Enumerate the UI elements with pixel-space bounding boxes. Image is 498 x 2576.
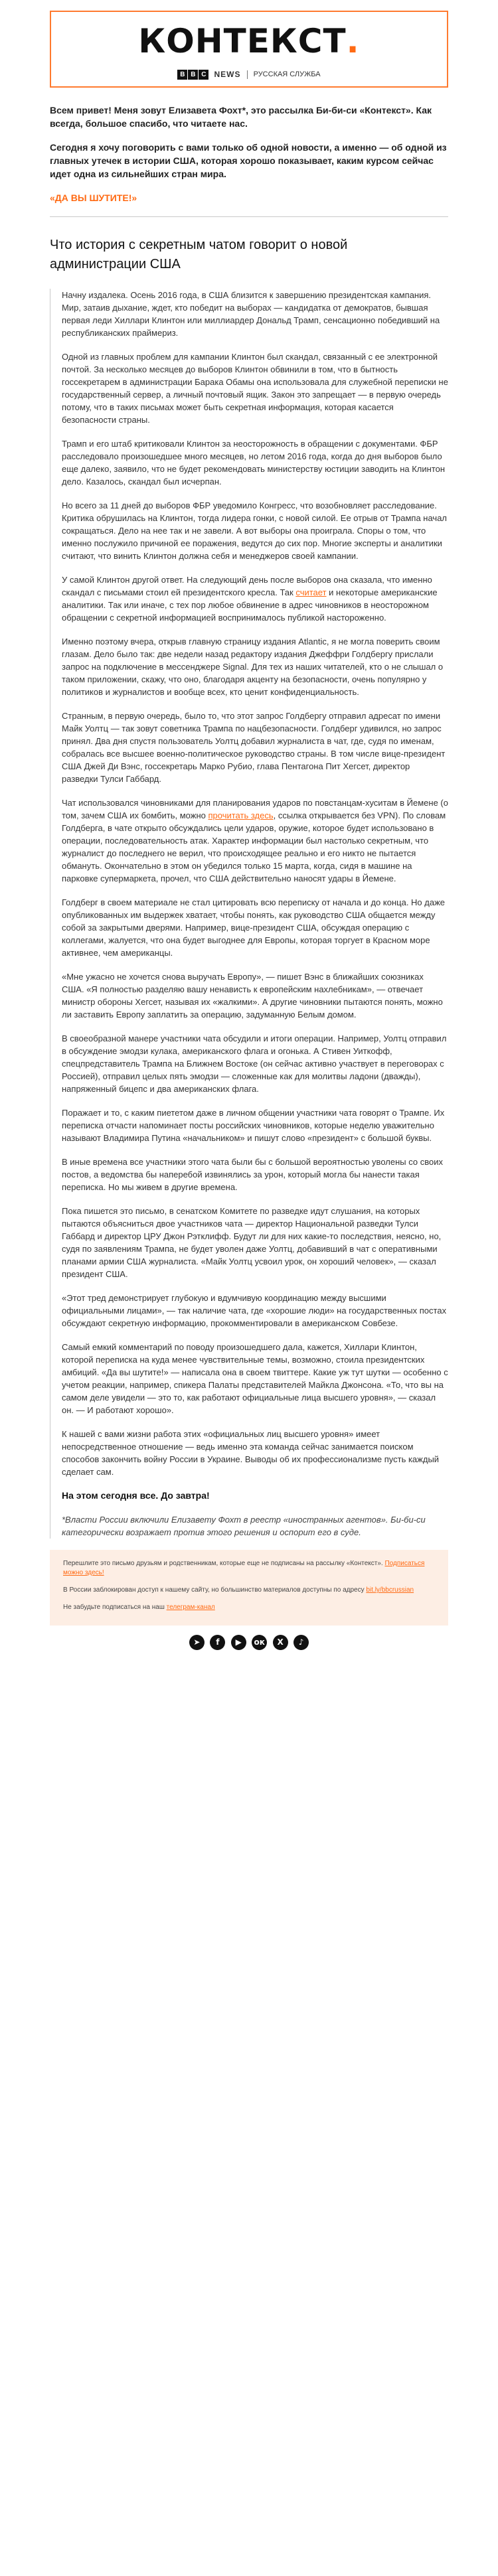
odnoklassniki-icon[interactable]: ок bbox=[252, 1635, 267, 1650]
telegram-note bbox=[63, 1603, 435, 1612]
bbc-letter: B bbox=[188, 70, 198, 80]
mirror-site-link[interactable]: bit.ly/bbcrussian bbox=[366, 1586, 414, 1594]
forward-note bbox=[63, 1559, 435, 1578]
foreign-agent-note: *Власти России включили Елизавету Фохт в реестр «иностранных агентов». Би-би-си категорически возражает против этого решения и оспорит его в суде. bbox=[62, 1515, 426, 1537]
brand-divider bbox=[247, 70, 248, 79]
article-paragraph: У самой Клинтон другой ответ. На следующий день после выборов она сказала, что именно скандал с письмами стоил ей президентского кресла. Так считает и некоторые американские аналитики. Так или иначе, с тех пор любое обвинение в адрес чиновников в неосторожном обращении с секретной информацией воспринималось публикой настороженно. bbox=[62, 575, 438, 623]
greeting-text: Всем привет! Меня зовут Елизавета Фохт*, это рассылка Би-би-си «Контекст». Как всегда, большое спасибо, что читаете нас. bbox=[50, 105, 432, 129]
social-links bbox=[50, 1626, 448, 1663]
youtube-icon[interactable]: ▶ bbox=[231, 1635, 246, 1650]
article-paragraph: «Этот тред демонстрирует глубокую и вдумчивую координацию между высшими официальными лицами», — так наличие чата, где «хорошие люди» на государственных постах обсуждают секретную информацию, прокомментировали в американском Совбезе. bbox=[62, 1293, 447, 1328]
article-paragraph: Трамп и его штаб критиковали Клинтон за неосторожность в обращении с документами. ФБР расследовало произошедшее много месяцев, но летом 2016 года, когда до дня выборов было еще далеко, заявило, что не будет рекомендовать министерству юстиции заводить на Клинтон дело. Казалось, скандал был исчерпан. bbox=[62, 439, 446, 487]
footer-info-box bbox=[50, 1550, 448, 1626]
article-body bbox=[50, 289, 448, 1539]
telegram-text: Не забудьте подписаться на наш bbox=[63, 1604, 165, 1611]
logo-text: КОНТЕКСТ bbox=[138, 22, 347, 60]
article-paragraph: В своеобразной манере участники чата обсудили и итоги операции. Например, Уолтц отправил в обсуждение эмодзи кулака, американского флага и огонька. А Стивен Уиткофф, спецпредставитель Трампа на Ближнем Востоке (он сейчас активно участвует в переговорах с Россией), отправил целых пять эмодзи — сложенные как для молитвы ладони (дважды), напряженный бицепс и два американских флага. bbox=[62, 1033, 447, 1094]
article-paragraph: Странным, в первую очередь, было то, что этот запрос Голдбергу отправил адресат по имени Майк Уолтц — так зовут советника Трампа по нацбезопасности. Голдберг удивился, но запрос принял. Два дня спустя пользователь Уолтц добавил журналиста в чат, где, судя по именам, собралась все высшее военно-политическое руководство страны. В том числе вице-президент США Джей Ди Вэнс, госсекретарь Марко Рубио, глава Пентагона Пит Хегсет, директор разведки Тулси Габбард. bbox=[62, 711, 446, 784]
article-paragraph: «Мне ужасно не хочется снова выручать Европу», — пишет Вэнс в ближайших союзниках США. «Я полностью разделяю вашу ненависть к европейским нахлебникам», — отвечает министр обороны Хегсет, называя их «жалкими». А другие чиновники пытаются понять, можно ли заставить Европу заплатить за операцию, задуманную Белым домом. bbox=[62, 972, 443, 1020]
article-paragraph: К нашей с вами жизни работа этих «официальных лиц высшего уровня» имеет непосредственное отношение — ведь именно эта команда сейчас занимается поиском способов закончить войну России в Украине. Выводы об их профессионализме пусть каждый сделает сам. bbox=[62, 1429, 440, 1477]
bbc-letter: B bbox=[177, 70, 187, 80]
article-title: Что история с секретным чатом говорит о новой администрации США bbox=[50, 238, 348, 271]
article-paragraph: Чат использовался чиновниками для планирования ударов по повстанцам-хуситам в Йемене (о том, зачем США их бомбить, можно прочитать здесь, ссылка открывается без VPN). По словам Голдберга, в чате открыто обсуждались цели ударов, оружие, которое будет использовано в операции, последовательность атак. Характер информации был настолько секретным, что журналист до последнего не верил, что происходящее реально и его никто не пытается обмануть. Окончательно в этом он убедился только 15 марта, когда, сидя в машине на парковке супермаркета, прочел, что США действительно наносят удары в Йемене. bbox=[62, 798, 448, 883]
bbc-brandline bbox=[51, 69, 447, 80]
subscribe-link[interactable]: Подписаться можно здесь! bbox=[63, 1560, 425, 1576]
logo-dot: . bbox=[346, 22, 360, 60]
article-paragraph: Поражает и то, с каким пиететом даже в личном общении участники чата говорят о Трампе. Их переписка отчасти напоминает посты российских чиновников, которые неделю уважительно называют Владимира Путина «начальником» и пишут слово «президент» с большой буквы. bbox=[62, 1108, 445, 1143]
forward-text: Перешлите это письмо друзьям и родственникам, которые еще не подписаны на рассылку «Контекст». bbox=[63, 1560, 383, 1567]
article-paragraph: Самый емкий комментарий по поводу произошедшего дала, кажется, Хиллари Клинтон, которой переписка на куда менее чувствительные темы, возможно, стоила президентских амбиций. «Да вы шутите!» — написала она в своем твиттере. Какие уж тут шутки — особенно с учетом реакции, например, спикера Палаты представителей Майкла Джонсона. «То, что вы на самом деле увидели — это то, как работают официальные лица высшего уровня», — сказал он. — И работают хорошо». bbox=[62, 1342, 448, 1415]
x-icon[interactable]: X bbox=[273, 1635, 288, 1650]
section-tag: «ДА ВЫ ШУТИТЕ!» bbox=[50, 192, 137, 203]
tiktok-icon[interactable]: ♪ bbox=[293, 1635, 309, 1650]
bbc-news-label: NEWS bbox=[214, 70, 241, 80]
article-paragraph: Голдберг в своем материале не стал цитировать всю переписку от начала и до конца. Но даже опубликованных им выдержек хватает, чтобы понять, как руководство США общается между собой за закрытыми дверями. Например, вице-президент США, обсуждая операцию с коллегами, жалуется, что она будет выгоднее для Европы, которая торгует в Красном море активнее, чем американцы. bbox=[62, 897, 446, 958]
kontekst-logo bbox=[51, 23, 447, 60]
article-paragraph: Начну издалека. Осень 2016 года, в США близится к завершению президентская кампания. Мир, затаив дыхание, ждет, кто победит на выборах — кандидатка от демократов, бывшая первая леди Хиллари Клинтон или миллиардер Дональд Трамп, сенсационно победивший на республиканских праймериз. bbox=[62, 290, 440, 338]
bbc-letter: C bbox=[199, 70, 208, 80]
intro-section bbox=[50, 88, 448, 204]
facebook-icon[interactable]: f bbox=[210, 1635, 225, 1650]
telegram-channel-link[interactable]: телеграм-канал bbox=[166, 1604, 215, 1611]
signoff-text: На этом сегодня все. До завтра! bbox=[62, 1490, 210, 1501]
inline-article-link[interactable]: прочитать здесь bbox=[208, 810, 274, 820]
article-paragraph: Именно поэтому вчера, открыв главную страницу издания Atlantic, я не могла поверить своим глазам. Дело было так: две недели назад редактору издания Джеффри Голдбергу прислали запрос на подключение в мессенджере Signal. Для тех из наших читателей, кто о не слышал о таком приложении, скажу, что оно, благодаря акценту на безопасности, очень популярно у политиков и журналистов и вообще всех, кто ценит конфиденциальность. bbox=[62, 637, 444, 697]
telegram-icon[interactable]: ➤ bbox=[189, 1635, 205, 1650]
article-paragraph: Одной из главных проблем для кампании Клинтон был скандал, связанный с ее электронной почтой. За несколько месяцев до выборов Клинтон обвинили в том, что в бытность госсекретарем в администрации Барака Обамы она использовала для служебной переписки не государственный сервер, а личный почтовый ящик. Закон это запрещает — в первую очередь потому, что в таких письмах может быть секретная информация, которая касается безопасности страны. bbox=[62, 352, 448, 425]
blocked-text: В России заблокирован доступ к нашему сайту, но большинство материалов доступны по адресу bbox=[63, 1586, 365, 1594]
article-paragraph: Пока пишется это письмо, в сенатском Комитете по разведке идут слушания, на которых пытаются объясниться двое участников чата — директор Национальной разведки Тулси Габбард и директор ЦРУ Джон Рэтклифф. Будут ли для них какие-то последствия, неясно, но, судя по заявлениям Трампа, не будет уволен даже Уолтц, добавивший в чат с оперативными планами армии США журналиста. «Майк Уолтц усвоил урок, он хороший человек», — сказал президент США. bbox=[62, 1206, 442, 1279]
blocked-note bbox=[63, 1586, 435, 1595]
lead-text: Сегодня я хочу поговорить с вами только об одной новости, а именно — об одной из главных утечек в истории США, которая хорошо показывает, каким курсом сейчас идет одна из сильнейших стран мира. bbox=[50, 142, 447, 179]
article-paragraph: В иные времена все участники этого чата были бы с большой вероятностью уволены со своих постов, а ведомства бы наперебой извинялись за урон, который могла бы нанести такая переписка. Но мы живем в другие времена. bbox=[62, 1157, 443, 1192]
newsletter-header bbox=[50, 11, 448, 88]
section-divider bbox=[50, 216, 448, 217]
inline-article-link[interactable]: считает bbox=[295, 587, 327, 597]
article-paragraph: Но всего за 11 дней до выборов ФБР уведомило Конгресс, что возобновляет расследование. Критика обрушилась на Клинтон, тогда лидера гонки, с новой силой. Ее отрыв от Трампа начал сокращаться. Дело на нее так и не завели. А вот выборы она проиграла. Споры о том, что именно послужило причиной ее поражения, ведутся до сих пор. Многие эксперты и аналитики считают, что винить Клинтон должна себя и менеджеров своей кампании. bbox=[62, 500, 448, 561]
bbc-logo bbox=[177, 69, 209, 80]
newsletter bbox=[50, 0, 448, 1663]
russian-service-label: РУССКАЯ СЛУЖБА bbox=[253, 70, 321, 79]
